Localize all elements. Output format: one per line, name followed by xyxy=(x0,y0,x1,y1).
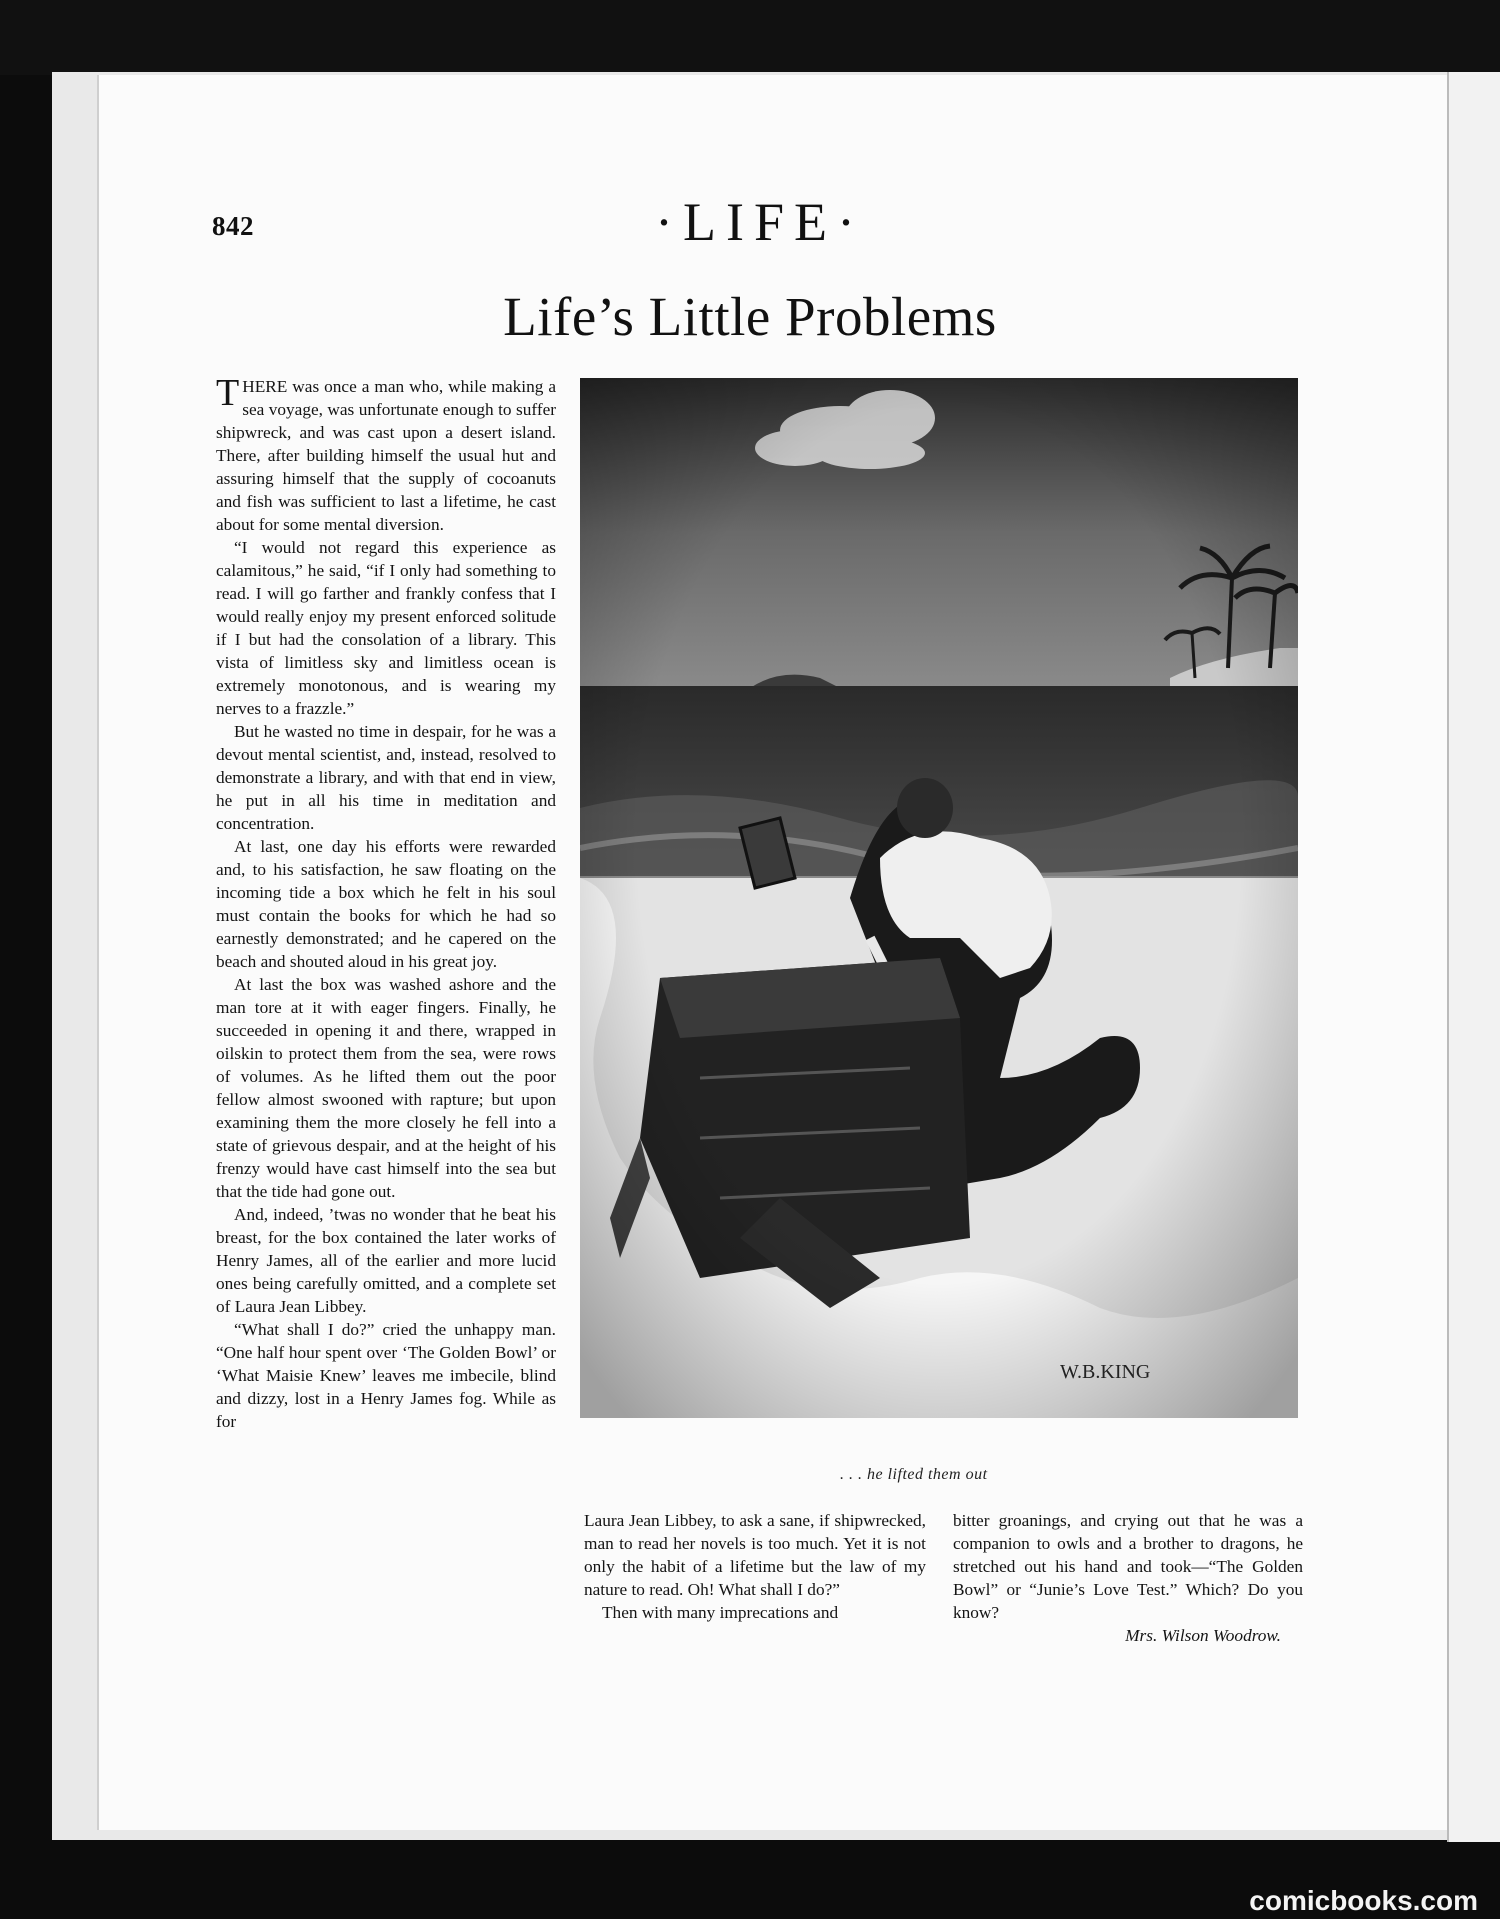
article-column-3 xyxy=(953,1509,1303,1647)
paragraph: But he wasted no time in despair, for he was a devout mental scientist, and, instead, resolved to demonstrate a library, and with that end in view, he put in all his time in meditation and concentration. xyxy=(216,722,556,833)
paragraph: At last the box was washed ashore and the man tore at it with eager fingers. Finally, he succeeded in opening it and there, wrapped in oilskin to protect them from the sea, were rows of volumes. As he lifted them out the poor fellow almost swooned with rapture; but upon examining them the more closely he fell into a state of grievous despair, and at the height of his frenzy would have cast himself into the sea but that the tide had gone out. xyxy=(216,975,556,1201)
artist-signature: W.B.KING xyxy=(1060,1361,1151,1383)
paragraph: “What shall I do?” cried the unhappy man. “One half hour spent over ‘The Golden Bowl’ or ‘What Maisie Knew’ leaves me imbecile, blind and dizzy, lost in a Henry James fog. While as for xyxy=(216,1320,556,1431)
article-column-1 xyxy=(216,372,556,1433)
paragraph: THERE was once a man who, while making a sea voyage, was unfortunate enough to suffer shipwreck, and was cast upon a desert island. There, after building himself the usual hut and assuring himself that the supply of cocoanuts and fish was sufficient to last a lifetime, he cast about for some mental diversion. xyxy=(216,372,556,534)
page-number: 842 xyxy=(212,211,254,241)
paragraph: At last, one day his efforts were rewarded and, to his satisfaction, he saw floating on the incoming tide a box which he felt in his soul must contain the books for which he had so earnestly demonstrated; and he capered on the beach and shouted aloud in his great joy. xyxy=(216,837,556,971)
next-page-edge xyxy=(1447,72,1500,1842)
watermark: comicbooks.com xyxy=(1249,1885,1478,1916)
illustration-caption: . . . he lifted them out xyxy=(840,1466,988,1483)
paragraph: Laura Jean Libbey, to ask a sane, if shipwrecked, man to read her novels is too much. Yet it is not only the habit of a lifetime but the law of my nature to read. Oh! What shall I do?” xyxy=(584,1511,926,1599)
shipwreck-illustration xyxy=(580,378,1298,1418)
article-column-2 xyxy=(584,1509,926,1624)
paragraph: “I would not regard this experience as calamitous,” he said, “if I only had something to read. I will go farther and frankly confess that I would really enjoy my present enforced solitude if I but had the consolation of a library. This vista of limitless sky and limitless ocean is extremely monotonous, and is wearing my nerves to a frazzle.” xyxy=(216,538,556,718)
article-headline: Life’s Little Problems xyxy=(503,286,997,347)
paragraph: Then with many imprecations and xyxy=(602,1603,839,1622)
scan-background xyxy=(0,0,1500,75)
masthead: ·LIFE· xyxy=(655,192,865,252)
paragraph: bitter groanings, and crying out that he was a companion to owls and a brother to dragons, he stretched out his hand and took—“The Golden Bowl” or “Junie’s Love Test.” Which? Do you know? xyxy=(953,1511,1303,1622)
drop-cap: T xyxy=(216,372,240,414)
page-gutter xyxy=(97,75,99,1830)
paragraph: And, indeed, ’twas no wonder that he beat his breast, for the box contained the later works of Henry James, all of the earlier and more lucid ones being carefully omitted, and a complete set of Laura Jean Libbey. xyxy=(216,1205,556,1316)
author-byline: Mrs. Wilson Woodrow. xyxy=(1125,1626,1281,1645)
